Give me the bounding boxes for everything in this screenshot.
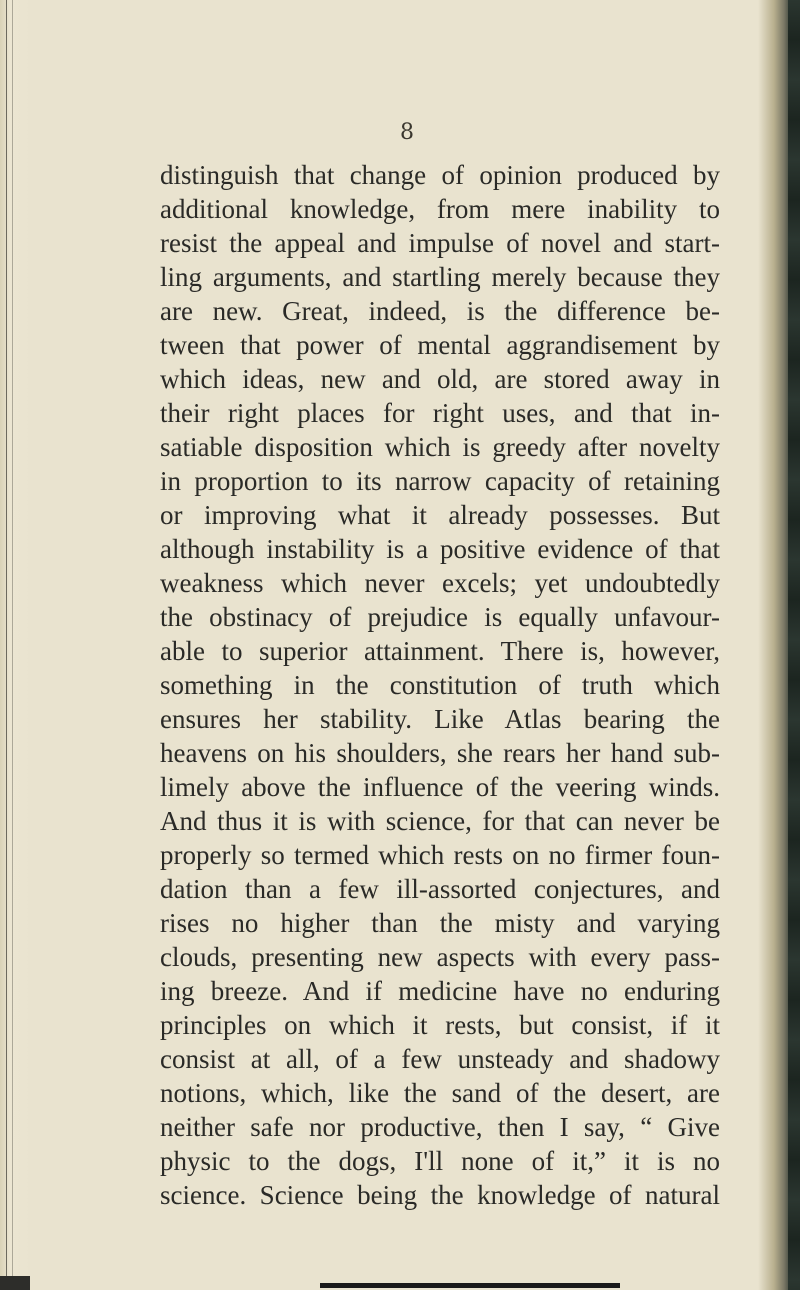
bottom-rule bbox=[320, 1283, 620, 1288]
text-line: tween that power of mental aggrandisement by bbox=[160, 330, 720, 360]
binding-blot bbox=[0, 1276, 30, 1290]
text-line: weakness which never excels; yet undoubtedly bbox=[160, 568, 720, 598]
text-line: clouds, presenting new aspects with every pass- bbox=[160, 942, 720, 972]
text-line: notions, which, like the sand of the desert, are bbox=[160, 1078, 720, 1108]
text-line: consist at all, of a few unsteady and shadowy bbox=[160, 1044, 720, 1074]
binding-rule bbox=[6, 0, 7, 1290]
text-line: rises no higher than the misty and varying bbox=[160, 908, 720, 938]
text-line: able to superior attainment. There is, however, bbox=[160, 636, 720, 666]
text-line: limely above the influence of the veering winds. bbox=[160, 772, 720, 802]
text-line: ensures her stability. Like Atlas bearing the bbox=[160, 704, 720, 734]
text-line: are new. Great, indeed, is the difference be- bbox=[160, 296, 720, 326]
text-line: ling arguments, and startling merely because they bbox=[160, 262, 720, 292]
text-line: science. Science being the knowledge of natural bbox=[160, 1180, 720, 1210]
text-line: something in the constitution of truth which bbox=[160, 670, 720, 700]
text-line: neither safe nor productive, then I say, “ Give bbox=[160, 1112, 720, 1142]
text-line: which ideas, new and old, are stored away in bbox=[160, 364, 720, 394]
page-edge-shadow bbox=[758, 0, 800, 1290]
page-edge-band bbox=[788, 0, 800, 1290]
text-line: properly so termed which rests on no firmer foun- bbox=[160, 840, 720, 870]
text-line: additional knowledge, from mere inability to bbox=[160, 194, 720, 224]
page-number: 8 bbox=[400, 120, 414, 145]
text-line: principles on which it rests, but consist, if it bbox=[160, 1010, 720, 1040]
text-line: heavens on his shoulders, she rears her hand sub- bbox=[160, 738, 720, 768]
text-line: satiable disposition which is greedy after novelty bbox=[160, 432, 720, 462]
text-line: resist the appeal and impulse of novel and start- bbox=[160, 228, 720, 258]
text-line: dation than a few ill-assorted conjectures, and bbox=[160, 874, 720, 904]
text-line: their right places for right uses, and that in- bbox=[160, 398, 720, 428]
binding-rule bbox=[12, 0, 13, 1290]
text-line: distinguish that change of opinion produced by bbox=[160, 160, 720, 190]
text-line: ing breeze. And if medicine have no enduring bbox=[160, 976, 720, 1006]
text-line: or improving what it already possesses. But bbox=[160, 500, 720, 530]
binding-edge bbox=[0, 0, 30, 1290]
text-line: in proportion to its narrow capacity of retaining bbox=[160, 466, 720, 496]
text-line: And thus it is with science, for that can never be bbox=[160, 806, 720, 836]
text-line: physic to the dogs, I'll none of it,” it is no bbox=[160, 1146, 720, 1176]
text-line: the obstinacy of prejudice is equally unfavour- bbox=[160, 602, 720, 632]
body-text bbox=[160, 158, 720, 1212]
text-line: although instability is a positive evidence of that bbox=[160, 534, 720, 564]
